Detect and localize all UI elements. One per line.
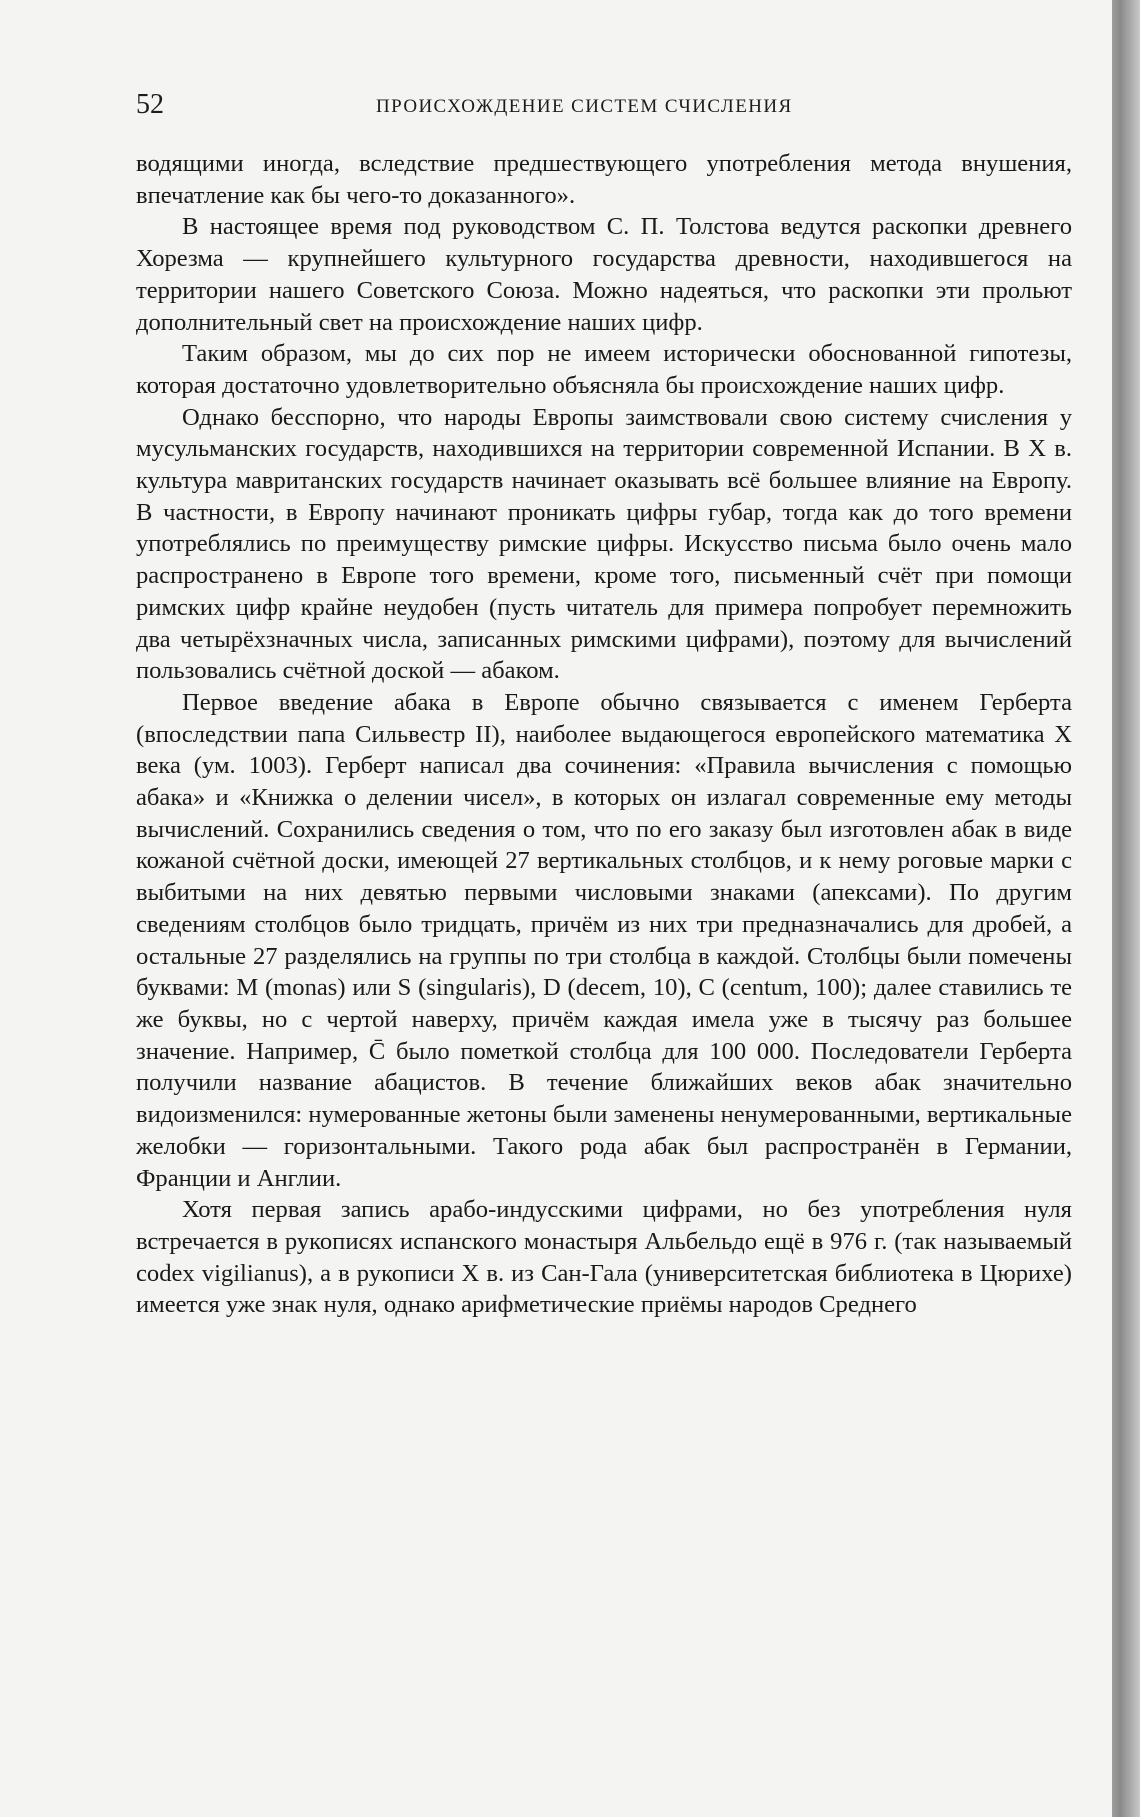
page-header <box>136 88 1072 122</box>
paragraph-khorezm: В настоящее время под руководством С. П. Толстова ведутся раскопки древнего Хорезма — крупнейшего культурного государства древности, находившегося на территории нашего Советского Союза. Можно надеяться, что раскопки эти прольют дополнительный свет на происхождение наших цифр. <box>136 213 1072 336</box>
paragraph-hypothesis: Таким образом, мы до сих пор не имеем исторически обоснованной гипотезы, которая достаточно удовлетворительно объясняла бы происхождение наших цифр. <box>136 340 1072 399</box>
paragraph-gerbert: Первое введение абака в Европе обычно связывается с именем Герберта (впоследствии папа Сильвестр II), наиболее выдающегося европейского математика X века (ум. 1003). Герберт написал два сочинения: «Правила вычисления с помощью абака» и «Книжка о делении чисел», в которых он излагал современные ему методы вычислений. Сохранились сведения о том, что по его заказу был изготовлен абак в виде кожаной счётной доски, имеющей 27 вертикальных столбцов, и к нему роговые марки с выбитыми на них девятью первыми числовыми знаками (апексами). По другим сведениям столбцов было тридцать, причём из них три предназначались для дробей, а остальные 27 разделялись на группы по три столбца в каждой. Столбцы были помечены буквами: M (monas) или S (singularis), D (decem, 10), C (centum, 100); далее ставились те же буквы, но с чертой наверху, причём каждая имела уже в тысячу раз большее значение. Например, C̄ было пометкой столбца для 100 000. Последователи Герберта получили название абацистов. В течение ближайших веков абак значительно видоизменился: нумерованные жетоны были заменены ненумерованными, вертикальные желобки — горизонтальными. Такого рода абак был распространён в Германии, Франции и Англии. <box>136 688 1072 1192</box>
body-text <box>136 148 1072 1321</box>
page-edge-shadow <box>1112 0 1140 1817</box>
page-number: 52 <box>136 89 164 120</box>
paragraph-europe: Однако бесспорно, что народы Европы заимствовали свою систему счисления у мусульманских государств, находившихся на территории современной Испании. В X в. культура мавританских государств начинает оказывать всё большее влияние на Европу. В частности, в Европу начинают проникать цифры губар, тогда как до того времени употреблялись по преимуществу римские цифры. Искусство письма было очень мало распространено в Европе того времени, кроме того, письменный счёт при помощи римских цифр крайне неудобен (пусть читатель для примера попробует перемножить два четырёхзначных числа, записанных римскими цифрами), поэтому для вычислений пользовались счётной доской — абаком. <box>136 403 1072 685</box>
paragraph-continuation: водящими иногда, вследствие предшествующего употребления метода внушения, впечатление как бы чего-то доказанного». <box>136 150 1072 209</box>
running-head: ПРОИСХОЖДЕНИЕ СИСТЕМ СЧИСЛЕНИЯ <box>376 96 793 117</box>
paragraph-zero: Хотя первая запись арабо-индусскими цифрами, но без употребления нуля встречается в рукописях испанского монастыря Альбельдо ещё в 976 г. (так называемый codex vigilianus), а в рукописи X в. из Сан-Гала (университетская библиотека в Цюрихе) имеется уже знак нуля, однако арифметические приёмы народов Среднего <box>136 1196 1072 1319</box>
